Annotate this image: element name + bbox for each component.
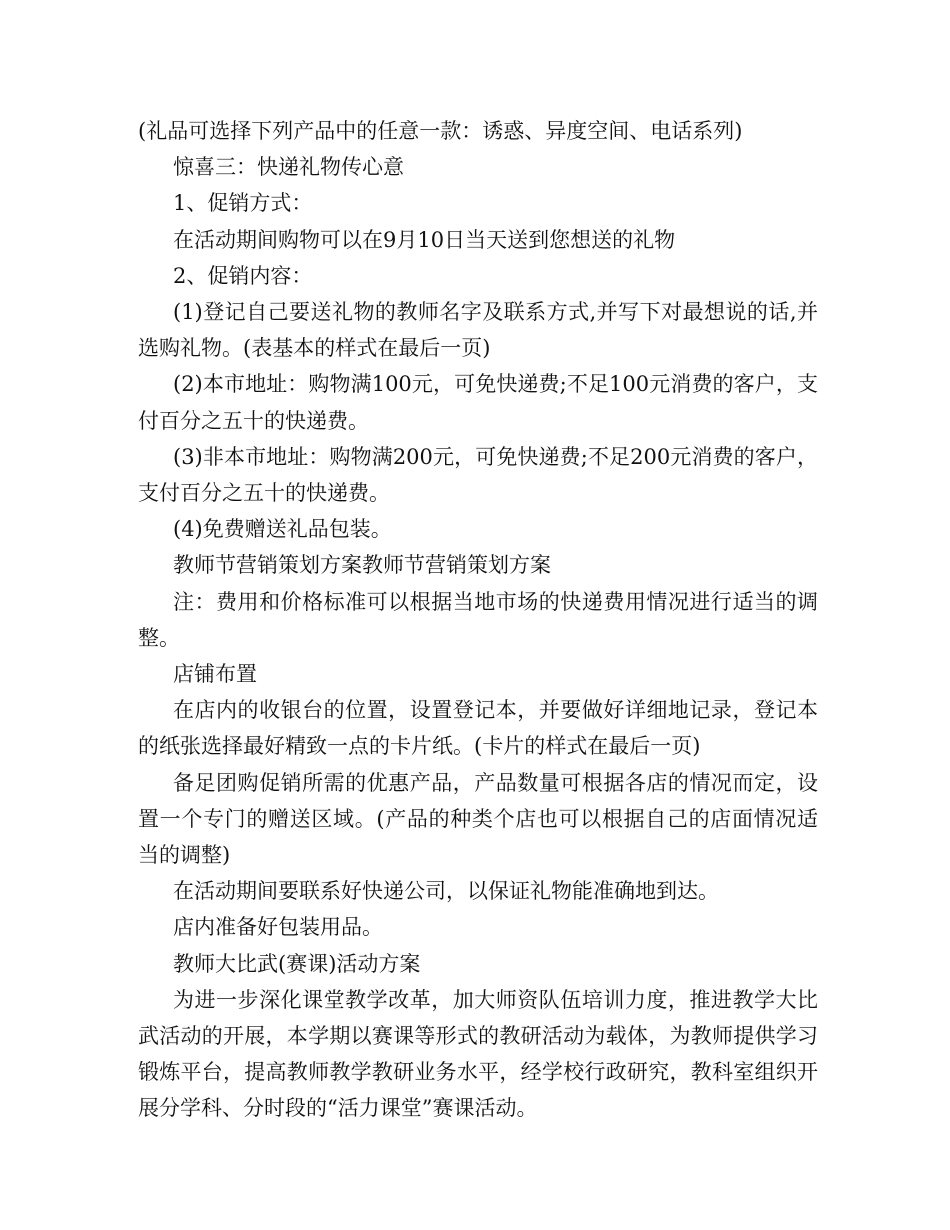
paragraph-store-courier: 在活动期间要联系好快递公司，以保证礼物能准确地到达。 bbox=[173, 879, 719, 904]
paragraph-content-item-1: (1)登记自己要送礼物的教师名字及联系方式,并写下对最想说的话,并选购礼物。(表基本的样式在最后一页) bbox=[138, 300, 818, 361]
paragraph-store-register: 在店内的收银台的位置，设置登记本，并要做好详细地记录，登记本的纸张选择最好精致一点的卡片纸。(卡片的样式在最后一页) bbox=[138, 698, 818, 759]
paragraph-promotion-method: 在活动期间购物可以在9月10日当天送到您想送的礼物 bbox=[173, 227, 676, 252]
document-body bbox=[138, 113, 818, 1127]
paragraph-contest-intro: 为进一步深化课堂教学改革，加大师资队伍培训力度，推进教学大比武活动的开展，本学期以赛课等形式的教研活动为载体，为教师提供学习锻炼平台，提高教师教学教研业务水平，经学校行政研究，教科室组织开展分学科、分时段的“活力课堂”赛课活动。 bbox=[138, 987, 818, 1121]
paragraph-gift-options: (礼品可选择下列产品中的任意一款：诱惑、异度空间、电话系列) bbox=[138, 119, 743, 143]
paragraph-contest-title: 教师大比武(赛课)活动方案 bbox=[173, 951, 421, 976]
paragraph-content-item-2: (2)本市地址：购物满100元，可免快递费;不足100元消费的客户，支付百分之五十的快递费。 bbox=[138, 372, 818, 433]
paragraph-note: 注：费用和价格标准可以根据当地市场的快递费用情况进行适当的调整。 bbox=[138, 589, 818, 650]
paragraph-store-packaging: 店内准备好包装用品。 bbox=[173, 915, 383, 940]
paragraph-promotion-content-heading: 2、促销内容： bbox=[173, 263, 313, 288]
paragraph-content-item-4: (4)免费赠送礼品包装。 bbox=[173, 517, 392, 542]
paragraph-store-products: 备足团购促销所需的优惠产品，产品数量可根据各店的情况而定，设置一个专门的赠送区域。(产品的种类个店也可以根据自己的店面情况适当的调整) bbox=[138, 770, 818, 868]
paragraph-plan-title-repeat: 教师节营销策划方案教师节营销策划方案 bbox=[173, 553, 551, 578]
paragraph-promotion-method-heading: 1、促销方式： bbox=[173, 191, 313, 216]
paragraph-store-layout-heading: 店铺布置 bbox=[173, 662, 257, 687]
paragraph-content-item-3: (3)非本市地址：购物满200元，可免快递费;不足200元消费的客户，支付百分之五十的快递费。 bbox=[138, 444, 818, 506]
paragraph-surprise-three-heading: 惊喜三：快递礼物传心意 bbox=[173, 155, 404, 180]
